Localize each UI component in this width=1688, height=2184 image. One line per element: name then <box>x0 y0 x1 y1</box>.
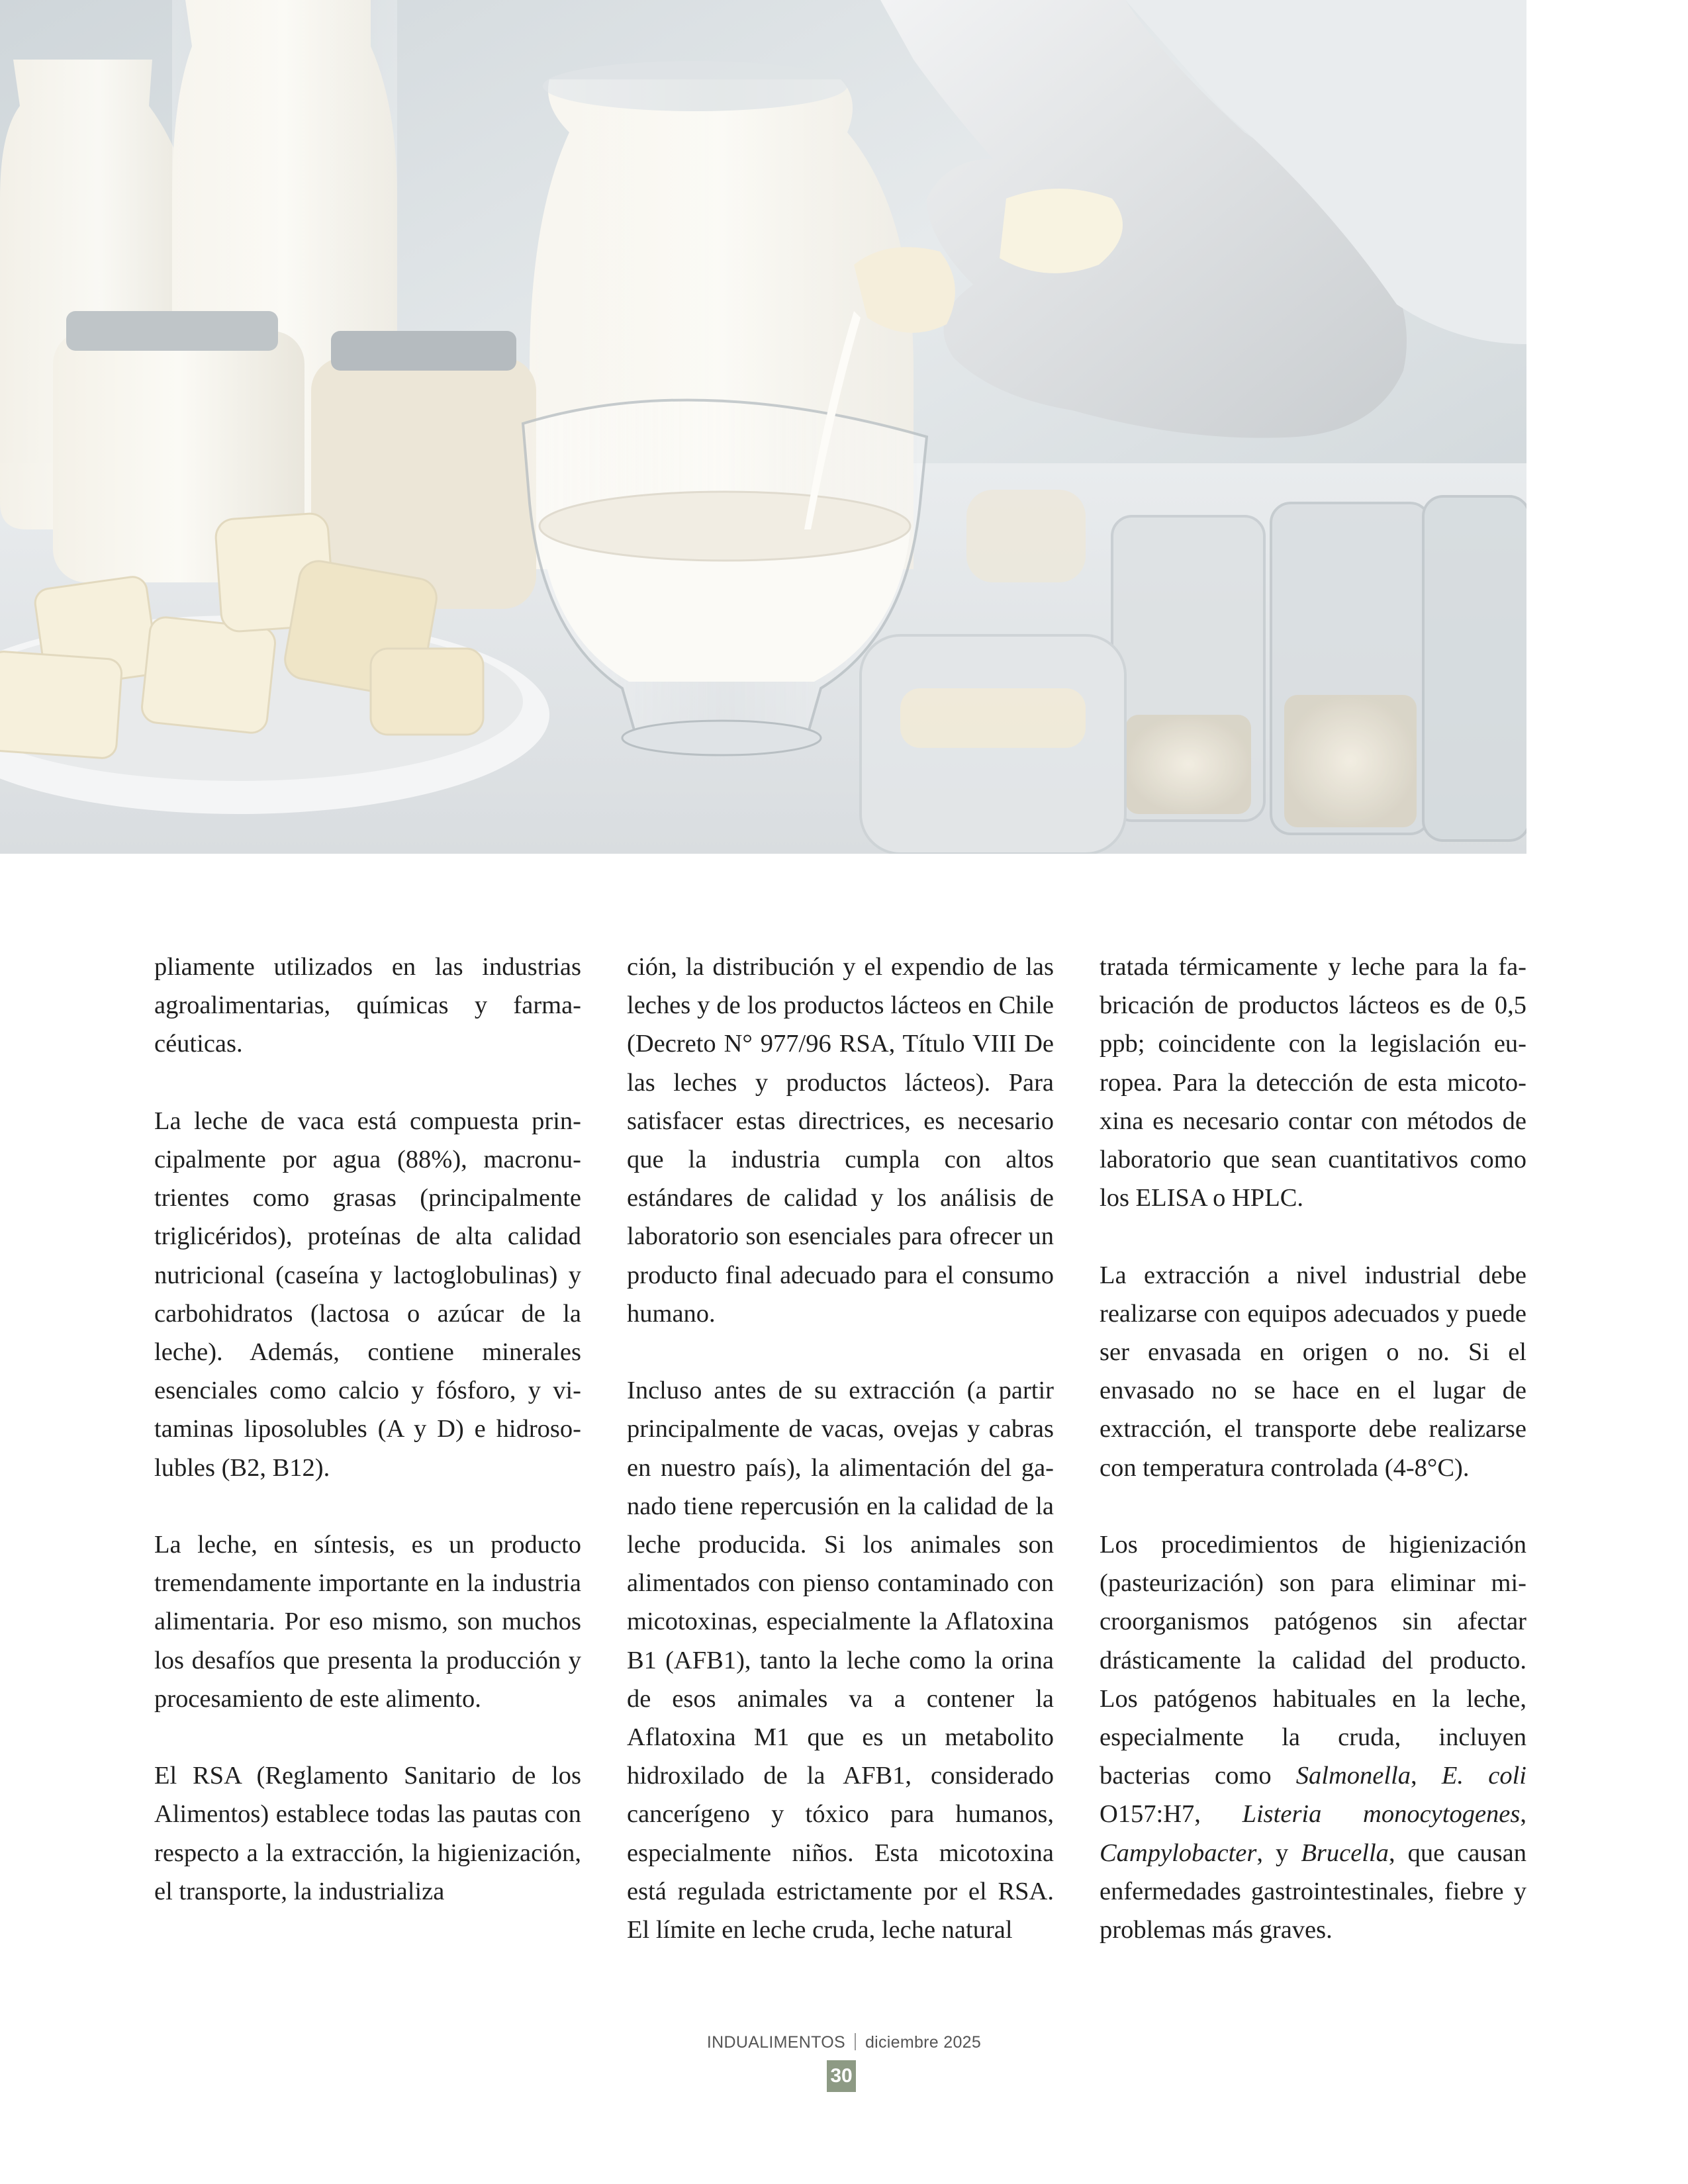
paragraph: ción, la distribución y el expendio de las leches y de los productos lácteos en Chile (Decreto N° 977/96 RSA, Título VIII De las leches y productos lácteos). Para satisfacer estas directrices, es necesario que la industria cumpla con altos estándares de calidad y los análisis de laboratorio son esenciales para ofrecer un producto final adecuado para el consumo humano. <box>627 953 1054 1328</box>
pathogens-paragraph <box>1100 1525 1526 1949</box>
paragraph: Incluso antes de su extracción (a partir principalmente de vacas, ovejas y cabras en nuestro país), la alimentación del ganado tiene repercusión en la calidad de la leche producida. Si los animales son alimentados con pienso contaminado con micotoxinas, especialmente la Aflatoxina B1 (AFB1), tanto la leche como la orina de esos animales va a contener la Aflatoxina M1 que es un metabolito hidroxilado de la AFB1, considerado cancerígeno y tóxico para humanos, especialmente niños. Esta micotoxina está regulada estrictamente por el RSA. El límite en leche cruda, leche natural <box>627 1377 1054 1944</box>
issue-date: diciembre 2025 <box>865 2033 982 2052</box>
species-ecoli: E. coli <box>1441 1762 1526 1790</box>
paragraph: tratada térmicamente y leche para la fabricación de productos lácteos es de 0,5 ppb; coincidente con la legislación europea. Para la detección de esta micotoxina es necesario contar con métodos de laboratorio que sean cuantitativos como los ELISA o HPLC. <box>1100 953 1526 1212</box>
article-column-1 <box>154 948 581 1911</box>
text-run: , <box>1520 1800 1526 1829</box>
species-brucella: Brucella <box>1301 1839 1389 1867</box>
footer-divider <box>855 2033 856 2050</box>
article-column-3 <box>1100 948 1526 1949</box>
species-salmonella: Salmonella <box>1295 1762 1411 1790</box>
dairy-lab-photo-icon <box>0 0 1526 854</box>
article-column-2 <box>627 948 1054 1949</box>
paragraph: La extracción a nivel industrial debe realizarse con equipos adecuados y puede ser envasada en origen o no. Si el envasado no se hace en el lugar de extracción, el transporte debe realizarse con temperatura controlada (4-8°C). <box>1100 1261 1526 1482</box>
paragraph: La leche de vaca está compuesta principalmente por agua (88%), macronutrientes como grasas (principalmente triglicéridos), proteínas de alta calidad nutricional (caseína y lactoglobulinas) y carbohidratos (lactosa o azúcar de la leche). Además, contiene minerales esenciales como calcio y fósforo, y vitaminas liposolubles (A y D) e hidrosolubles (B2, B12). <box>154 1107 581 1482</box>
text-run: , y <box>1256 1839 1301 1867</box>
page-footer <box>0 2033 1688 2052</box>
hero-photo <box>0 0 1526 854</box>
species-listeria: Listeria monocytogenes <box>1242 1800 1521 1829</box>
publication-name: INDUALIMENTOS <box>706 2033 845 2052</box>
paragraph: La leche, en síntesis, es un producto tremendamente importante en la industria alimentaria. Por eso mismo, son muchos los desafíos que presenta la producción y procesamiento de este alimento. <box>154 1531 581 1713</box>
paragraph: pliamente utilizados en las industrias agroalimentarias, químicas y farmacéuticas. <box>154 953 581 1058</box>
text-run: , que causan enfermedades gastrointestinales, fiebre y problemas más graves. <box>1100 1839 1526 1944</box>
paragraph: El RSA (Reglamento Sanitario de los Alimentos) establece todas las pautas con respecto a la extracción, la higienización, el transporte, la industrializa <box>154 1762 581 1905</box>
text-run: O157:H7, <box>1100 1800 1243 1829</box>
page-number: 30 <box>827 2060 856 2092</box>
text-run: , <box>1411 1762 1442 1790</box>
species-campylobacter: Campylobacter <box>1100 1839 1257 1867</box>
text-run: Los procedimientos de higienización (pasteurización) son para eliminar microorganismos patógenos sin afectar drásticamente la calidad del producto. Los patógenos habituales en la leche, especialmente la cruda, incluyen bacterias como <box>1100 1531 1526 1790</box>
